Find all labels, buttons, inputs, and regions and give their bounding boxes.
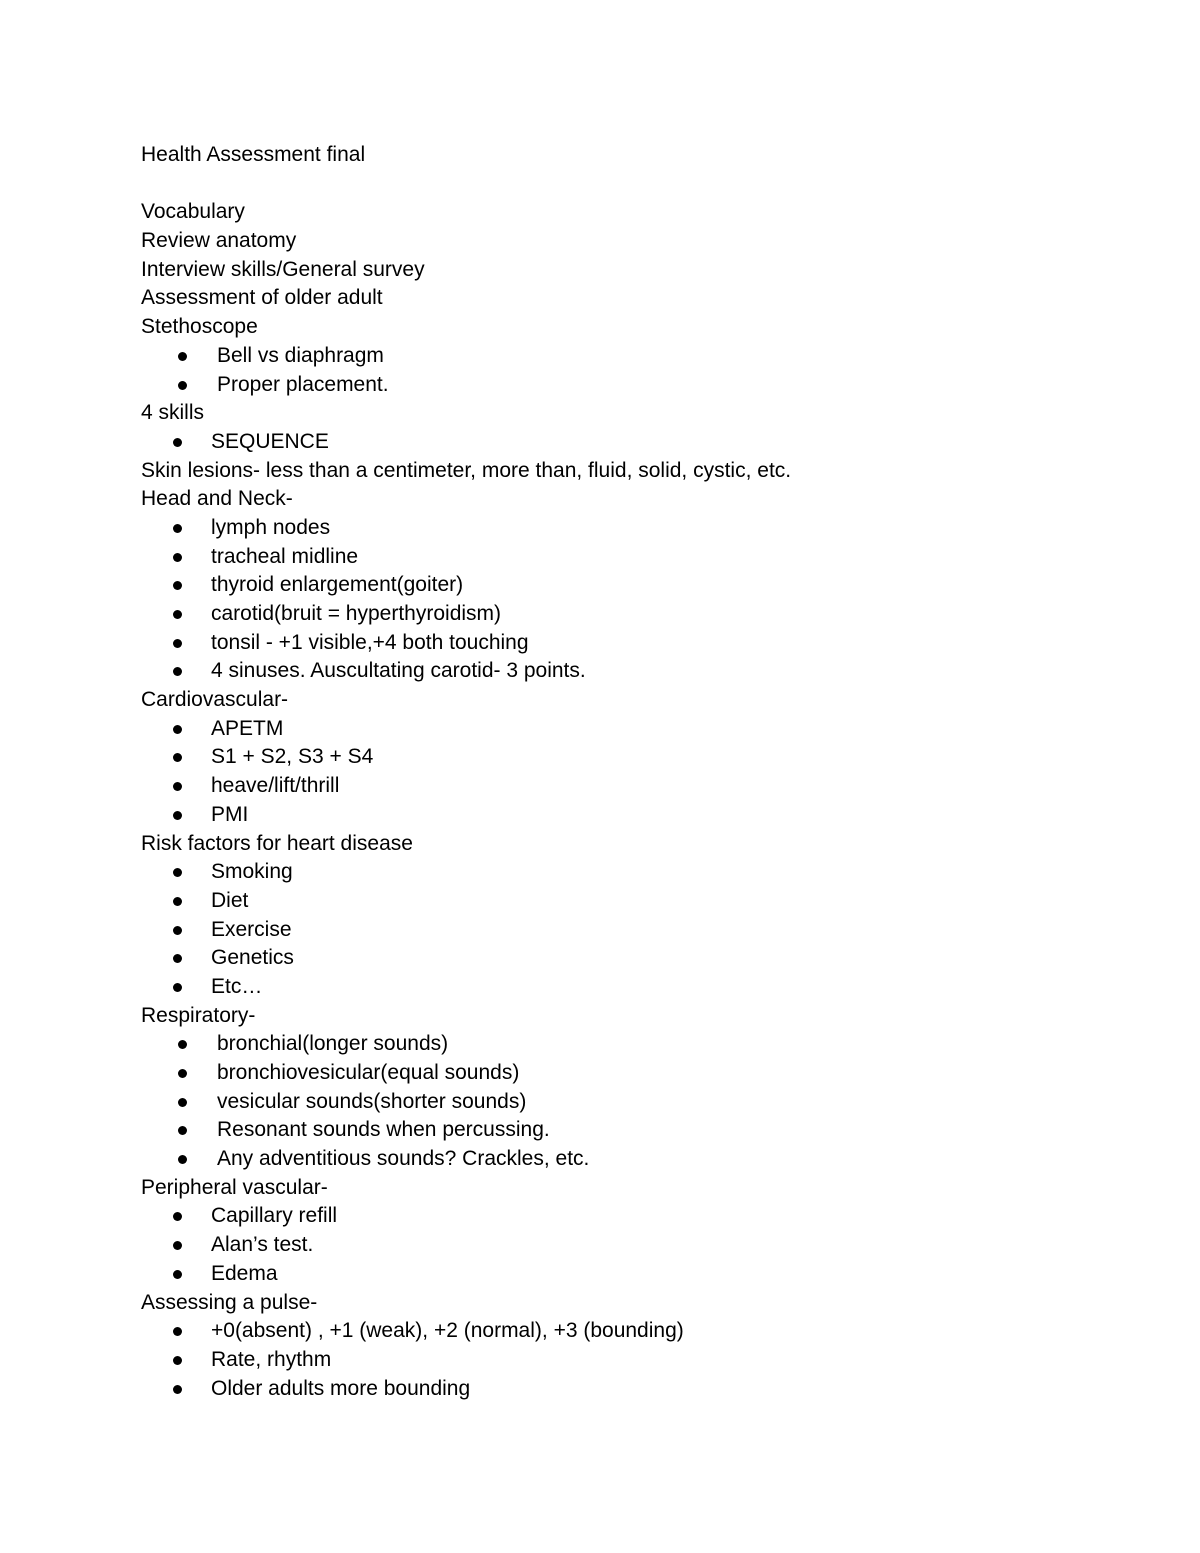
bullet-dot-icon (178, 381, 187, 390)
section-heading: Stethoscope (141, 315, 258, 339)
bullet-dot-icon (173, 581, 182, 590)
bullet-text: Exercise (211, 917, 292, 941)
bullet-text: Older adults more bounding (211, 1376, 471, 1400)
bullet-item (141, 1260, 1141, 1289)
bullet-text: tracheal midline (211, 544, 359, 568)
bullet-text: Etc… (211, 974, 263, 998)
bullet-item (141, 543, 1141, 572)
bullet-dot-icon (173, 926, 182, 935)
bullet-dot-icon (173, 897, 182, 906)
bullet-dot-icon (178, 352, 187, 361)
bullet-text: +0(absent) , +1 (weak), +2 (normal), +3 (bounding) (211, 1319, 684, 1343)
bullet-item (141, 428, 1141, 457)
bullet-item (141, 1202, 1141, 1231)
bullet-dot-icon (173, 725, 182, 734)
bullet-item (141, 342, 1141, 371)
bullet-dot-icon (173, 983, 182, 992)
section-heading: Interview skills/General survey (141, 257, 425, 281)
bullet-item (141, 571, 1141, 600)
section-heading: Assessing a pulse- (141, 1290, 318, 1314)
section-heading: Head and Neck- (141, 487, 293, 511)
bullet-item (141, 1145, 1141, 1174)
section-heading: Review anatomy (141, 229, 297, 253)
bullet-dot-icon (178, 1069, 187, 1078)
bullet-dot-icon (173, 1356, 182, 1365)
bullet-text: SEQUENCE (211, 429, 329, 453)
bullet-text: Proper placement. (217, 372, 389, 396)
section-heading: Vocabulary (141, 200, 245, 224)
bullet-text: bronchiovesicular(equal sounds) (217, 1061, 520, 1084)
document-body (141, 141, 1141, 1403)
bullet-text: Capillary refill (211, 1204, 338, 1228)
bullet-dot-icon (173, 639, 182, 648)
bullet-item (141, 600, 1141, 629)
bullet-text: Genetics (211, 946, 294, 970)
bullet-item (141, 1375, 1141, 1404)
bullet-item (141, 1030, 1141, 1059)
bullet-dot-icon (173, 524, 182, 533)
bullet-dot-icon (173, 553, 182, 562)
bullet-item (141, 1231, 1141, 1260)
bullet-dot-icon (173, 1270, 182, 1279)
bullet-item (141, 944, 1141, 973)
bullet-dot-icon (178, 1155, 187, 1164)
bullet-item (141, 772, 1141, 801)
bullet-item (141, 629, 1141, 658)
bullet-text: PMI (211, 802, 249, 826)
bullet-dot-icon (173, 1385, 182, 1394)
bullet-dot-icon (173, 811, 182, 820)
section-heading: Risk factors for heart disease (141, 831, 413, 855)
section-heading: Skin lesions- less than a centimeter, more than, fluid, solid, cystic, etc. (141, 458, 792, 482)
bullet-item (141, 743, 1141, 772)
bullet-item (141, 1346, 1141, 1375)
bullet-text: Alan’s test. (211, 1233, 314, 1257)
bullet-text: Smoking (211, 860, 293, 884)
bullet-dot-icon (178, 1040, 187, 1049)
bullet-item (141, 514, 1141, 543)
bullet-text: S1 + S2, S3 + S4 (211, 745, 374, 769)
bullet-text: 4 sinuses. Auscultating carotid- 3 points. (211, 659, 586, 683)
section-heading: Assessment of older adult (141, 286, 383, 310)
bullet-item (141, 801, 1141, 830)
bullet-text: Diet (211, 888, 249, 912)
bullet-text: Bell vs diaphragm (217, 343, 384, 367)
bullet-text: thyroid enlargement(goiter) (211, 573, 464, 597)
bullet-item (141, 1088, 1141, 1117)
bullet-text: tonsil - +1 visible,+4 both touching (211, 630, 529, 654)
bullet-item (141, 916, 1141, 945)
bullet-text: carotid(bruit = hyperthyroidism) (211, 602, 502, 625)
bullet-item (141, 1317, 1141, 1346)
bullet-text: Edema (211, 1261, 278, 1285)
bullet-text: Resonant sounds when percussing. (217, 1118, 550, 1142)
bullet-dot-icon (173, 1327, 182, 1336)
bullet-text: bronchial(longer sounds) (217, 1032, 449, 1056)
bullet-text: heave/lift/thrill (211, 774, 340, 798)
bullet-dot-icon (173, 782, 182, 791)
section-heading: Respiratory- (141, 1003, 256, 1027)
bullet-item (141, 858, 1141, 887)
bullet-text: APETM (211, 716, 284, 740)
bullet-item (141, 973, 1141, 1002)
bullet-item (141, 371, 1141, 400)
bullet-dot-icon (178, 1098, 187, 1107)
bullet-dot-icon (173, 1212, 182, 1221)
bullet-dot-icon (178, 1126, 187, 1135)
bullet-text: vesicular sounds(shorter sounds) (217, 1089, 527, 1113)
document-title: Health Assessment final (141, 143, 366, 166)
section-heading: 4 skills (141, 401, 205, 425)
bullet-dot-icon (173, 868, 182, 877)
section-heading: Cardiovascular- (141, 688, 289, 712)
bullet-dot-icon (173, 667, 182, 676)
bullet-item (141, 715, 1141, 744)
document-content (141, 170, 1141, 1404)
bullet-dot-icon (173, 753, 182, 762)
bullet-text: lymph nodes (211, 515, 331, 539)
bullet-dot-icon (173, 610, 182, 619)
bullet-text: Any adventitious sounds? Crackles, etc. (217, 1147, 590, 1171)
bullet-item (141, 657, 1141, 686)
bullet-dot-icon (173, 954, 182, 963)
bullet-item (141, 1116, 1141, 1145)
bullet-item (141, 887, 1141, 916)
bullet-item (141, 1059, 1141, 1088)
section-heading: Peripheral vascular- (141, 1175, 328, 1199)
bullet-dot-icon (173, 1241, 182, 1250)
bullet-text: Rate, rhythm (211, 1347, 332, 1371)
blank-line (141, 170, 1141, 199)
bullet-dot-icon (173, 438, 182, 447)
